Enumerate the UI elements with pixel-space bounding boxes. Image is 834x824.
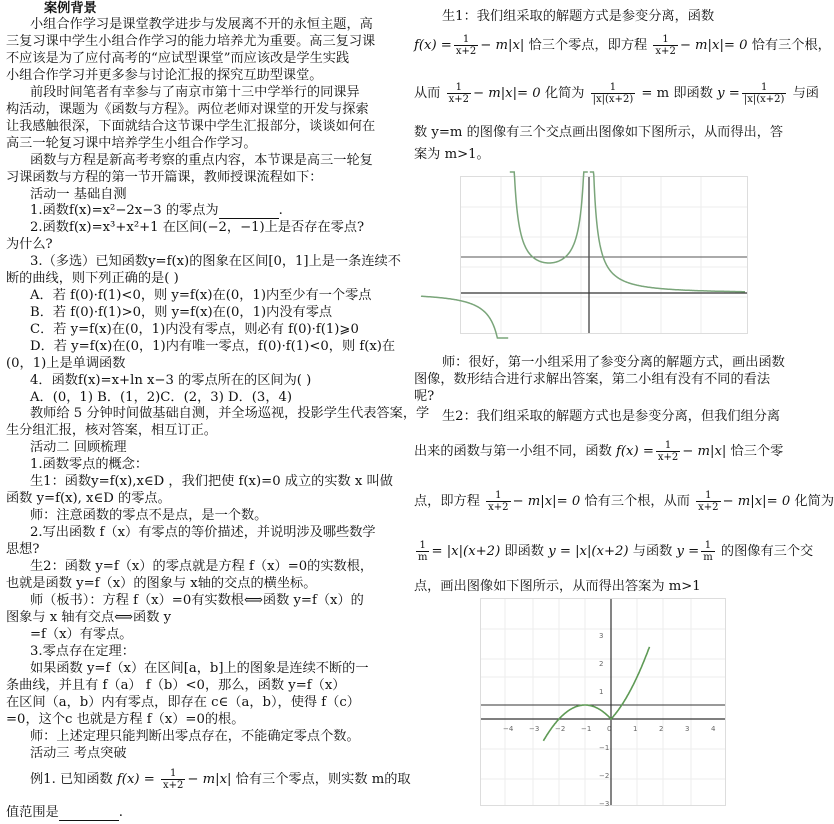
student2-line2: 出来的函数与第一小组不同，函数 f(x) = $\frac{1}{x+2}$ − m|x| 恰三个零 bbox=[414, 440, 784, 463]
graph2-plot bbox=[481, 599, 725, 808]
para1-line4: 小组合作学习并更多参与讨论汇报的探究互助型课堂。 bbox=[6, 68, 323, 83]
review1: 1.函数零点的概念： bbox=[30, 457, 149, 472]
x-tick-label: −3 bbox=[529, 725, 540, 733]
example1-text: 恰有三个零点，则实数 m的取 bbox=[235, 772, 411, 787]
student1-line3: 从而 $\frac{1}{x+2}$ − m|x|= 0 化简为 $\frac{1}{|x|(x+2)}$ = m 即函数 y = $\frac{1}{|x|(x+2)}$ 与函 bbox=[414, 82, 819, 105]
student1-method: 生1：我们组采取的解题方式是参变分离，函数 bbox=[442, 9, 715, 24]
theorem-line1: 如果函数 y=f（x）在区间[a，b]上的图象是连续不断的一 bbox=[30, 661, 369, 676]
option-c: C．若 y=f(x)在(0，1)内没有零点，则必有 f(0)·f(1)⩾0 bbox=[30, 322, 359, 337]
review2: 2.写出函数 f（x）有零点的等价描述，并说明涉及哪些数学 bbox=[30, 525, 376, 540]
y-tick-label: −1 bbox=[599, 744, 610, 752]
teacher-comment-line1: 师：很好，第一小组采用了参变分离的解题方式，画出函数 bbox=[442, 355, 785, 370]
question3-cont: 断的曲线，则下列正确的是( ) bbox=[6, 271, 179, 286]
student2-line4: $\frac{1}{m}$ = |x|(x+2) 即函数 y = |x|(x+2) 与函数 y = $\frac{1}{m}$ 的图像有三个交 bbox=[418, 540, 814, 563]
student1-answer: 生1：函数y=f(x),x∈D ，我们把使 f(x)=0 成立的实数 x 叫做 bbox=[30, 474, 393, 489]
activity3-title: 活动三 考点突破 bbox=[30, 746, 127, 761]
student1-line2: f(x) = $\frac{1}{x+2}$ − m|x| 恰三个零点，即方程 $\frac{1}{x+2}$ − m|x|= 0 恰有三个根， bbox=[414, 34, 831, 57]
question4-options: A．(0，1) B．(1，2)C．(2，3) D．(3，4) bbox=[30, 390, 293, 405]
x-tick-label: −1 bbox=[581, 725, 592, 733]
activity2-title: 活动二 回顾梳理 bbox=[30, 440, 127, 455]
example1-label: 例1. 已知函数 bbox=[30, 772, 113, 787]
para2-line4: 高三一轮复习课中培养学生小组合作学习。 bbox=[6, 136, 257, 151]
question1-text: 1.函数f(x)=x²−2x−3 的零点为 bbox=[30, 203, 219, 218]
x-tick-label: −2 bbox=[555, 725, 566, 733]
option-d: D．若 y=f(x)在(0，1)内有唯一零点，f(0)·f(1)<0，则 f(x)在 bbox=[30, 339, 396, 354]
para1-line2: 三复习课中学生小组合作学习的能力培养尤为重要。高三复习课 bbox=[6, 34, 376, 49]
graph2 bbox=[480, 598, 726, 806]
student1-line4: 数 y=m 的图像有三个交点画出图像如下图所示，从而得出，答 bbox=[414, 125, 784, 140]
para2-line1: 前段时间笔者有幸参与了南京市第十三中学举行的同课异 bbox=[30, 85, 360, 100]
question3: 3.（多选）已知函数y=f(x)的图象在区间[0，1]上是一条连续不 bbox=[30, 254, 401, 269]
teacher-board-cont: 图象与 x 轴有交点⟺函数 y bbox=[6, 610, 172, 625]
para3-line2: 习课函数与方程的第一节开篇课，教师授课流程如下： bbox=[6, 170, 323, 185]
option-a: A．若 f(0)·f(1)<0，则 y=f(x)在(0，1)内至少有一个零点 bbox=[30, 288, 372, 303]
y-tick-label: −3 bbox=[599, 800, 610, 808]
y-tick-label: 3 bbox=[599, 632, 604, 640]
teacher-comment-line2: 图像，数形结合进行求解出答案，第二小组有没有不同的看法 bbox=[414, 372, 771, 387]
x-tick-label: 0 bbox=[607, 725, 612, 733]
activity1-title: 活动一 基础自测 bbox=[30, 187, 127, 202]
review2-cont: 思想? bbox=[6, 542, 40, 557]
teacher-note1: 教师给 5 分钟时间做基础自测，并全场巡视，投影学生代表答案，学 bbox=[30, 406, 430, 421]
teacher-note1-cont: 生分组汇报，核对答案，相互订正。 bbox=[6, 423, 217, 438]
teacher-board: 师（板书）：方程 f（x）=0有实数根⟺函数 y=f（x）的 bbox=[30, 593, 364, 608]
para2-line3: 让我感触很深，下面就结合这节课中学生汇报部分，谈谈如何在 bbox=[6, 119, 376, 134]
y-tick-label: 1 bbox=[599, 688, 604, 696]
x-tick-label: −4 bbox=[503, 725, 514, 733]
theorem-line4: =0，这个c 也就是方程 f（x）=0的根。 bbox=[6, 712, 245, 727]
section-heading: 案例背景 bbox=[44, 1, 97, 16]
question1: 1.函数f(x)=x²−2x−3 的零点为 . bbox=[30, 203, 283, 218]
option-b: B．若 f(0)·f(1)>0，则 y=f(x)在(0，1)内没有零点 bbox=[30, 305, 333, 320]
option-d-cont: (0，1)上是单调函数 bbox=[6, 356, 126, 371]
graph1-plot bbox=[461, 177, 747, 333]
example1-cont: 值范围是 . bbox=[6, 805, 123, 820]
x-tick-label: 4 bbox=[711, 725, 716, 733]
question4: 4．函数f(x)=x+ln x−3 的零点所在的区间为( ) bbox=[30, 373, 312, 388]
answer-blank bbox=[219, 206, 279, 219]
teacher-remark1: 师：注意函数的零点不是点，是一个数。 bbox=[30, 508, 268, 523]
m-abs-x: − m|x| bbox=[187, 772, 232, 787]
student2-answer: 生2：函数 y=f（x）的零点就是方程 f（x）=0的实数根， bbox=[30, 559, 374, 574]
theorem-line2: 条曲线，并且有 f（a） f（b）<0，那么，函数 y=f（x） bbox=[6, 678, 346, 693]
x-tick-label: 2 bbox=[659, 725, 664, 733]
para1-line3: 不应该是为了应付高考的“应试型课堂”而应该改是学生实践 bbox=[6, 51, 350, 66]
answer-blank bbox=[59, 808, 119, 821]
para2-line2: 构活动，课题为《函数与方程》。两位老师对课堂的开发与探索 bbox=[6, 102, 369, 117]
x-tick-label: 1 bbox=[633, 725, 638, 733]
para3-line1: 函数与方程是新高考考察的重点内容，本节课是高三一轮复 bbox=[30, 153, 373, 168]
teacher-board-cont2: =f（x）有零点。 bbox=[30, 627, 133, 642]
x-tick-label: 3 bbox=[685, 725, 690, 733]
y-tick-label: 2 bbox=[599, 660, 604, 668]
y-tick-label: −2 bbox=[599, 772, 610, 780]
student1-line5: 案为 m>1。 bbox=[414, 147, 490, 162]
review3: 3.零点存在定理： bbox=[30, 644, 135, 659]
graph1 bbox=[460, 176, 748, 334]
para1-line1: 小组合作学习是课堂教学进步与发展离不开的永恒主题，高 bbox=[30, 17, 373, 32]
fx-label: f(x) = bbox=[116, 772, 155, 787]
teacher-remark3: 师：上述定理只能判断出零点存在，不能确定零点个数。 bbox=[30, 729, 360, 744]
question2-cont: 为什么? bbox=[6, 237, 53, 252]
student2-method: 生2：我们组采取的解题方式也是参变分离，但我们组分离 bbox=[442, 409, 781, 424]
student2-answer-cont: 也就是函数 y=f（x）的图象与 x轴的交点的横坐标。 bbox=[6, 576, 317, 591]
student2-line3: 点，即方程 $\frac{1}{x+2}$ − m|x|= 0 恰有三个根，从而 $\frac{1}{x+2}$ − m|x|= 0 化简为 bbox=[414, 490, 834, 513]
student1-answer-cont: 函数 y=f(x), x∈D 的零点。 bbox=[6, 491, 171, 506]
graph1-curve bbox=[421, 172, 745, 338]
student2-line5: 点，画出图像如下图所示，从而得出答案为 m>1 bbox=[414, 579, 701, 594]
theorem-line3: 在区间（a，b）内有零点，即存在 c∈（a，b），使得 f（c） bbox=[6, 695, 360, 710]
question2: 2.函数f(x)=x³+x²+1 在区间(−2，−1)上是否存在零点? bbox=[30, 220, 365, 235]
example1 bbox=[30, 768, 411, 791]
fraction: $\frac{1}{x+2}$ bbox=[162, 768, 184, 791]
teacher-comment-line3: 呢? bbox=[414, 389, 435, 404]
